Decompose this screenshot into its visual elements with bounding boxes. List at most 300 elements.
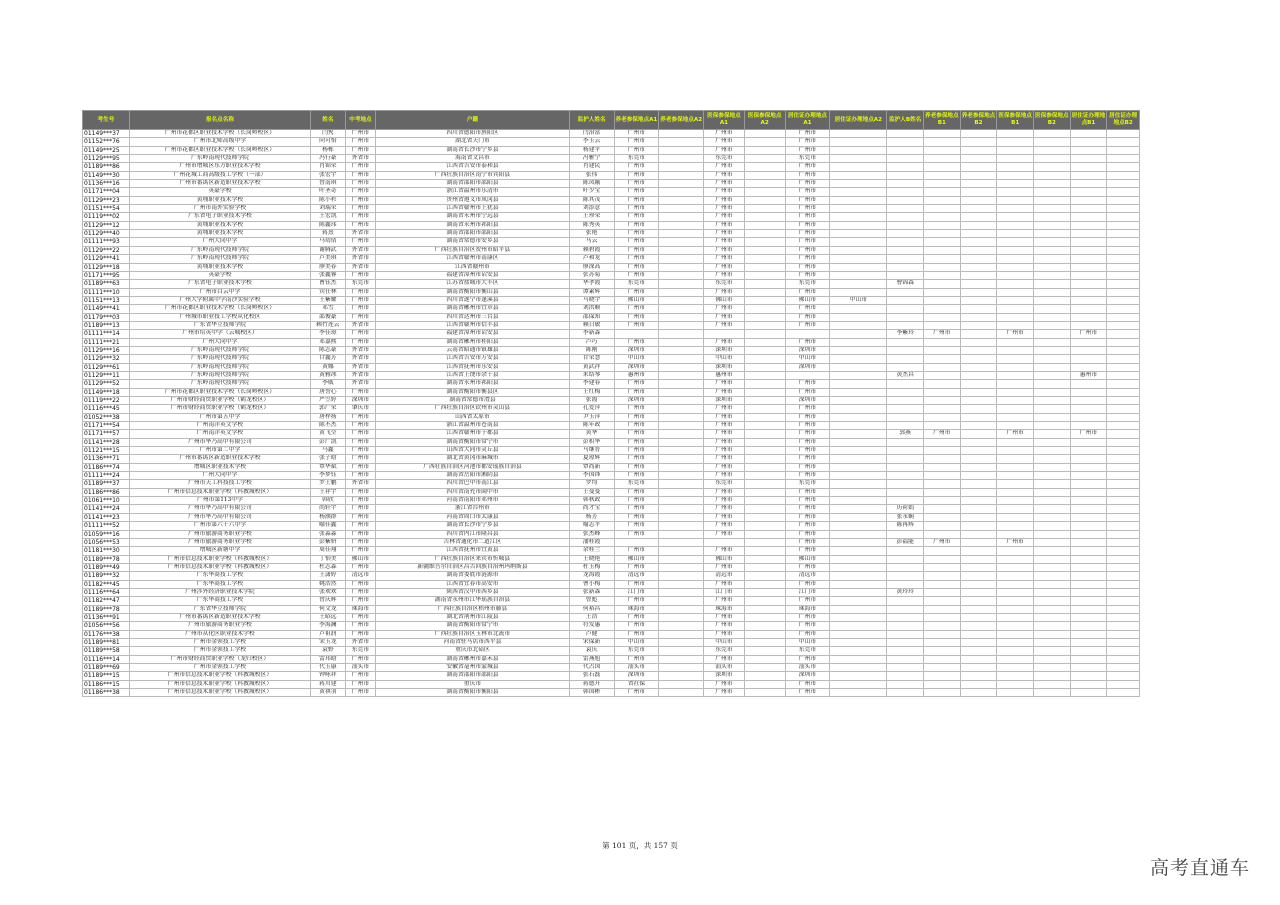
table-cell: 卢祖润 (311, 630, 346, 638)
table-cell (924, 555, 961, 563)
table-cell: 广州市 (345, 288, 376, 296)
table-cell: 湖南省郴州市嘉禾县 (376, 655, 569, 663)
table-cell (744, 538, 785, 546)
table-cell (924, 647, 961, 655)
table-cell: 广州市 (704, 388, 745, 396)
table-cell: 广州市花都区职业技术学校（长岗岭校区） (129, 130, 310, 138)
table-cell: 广州市 (345, 171, 376, 179)
table-row (83, 430, 1140, 438)
table-cell (1107, 630, 1140, 638)
table-cell: 广州市 (345, 163, 376, 171)
table-cell: 外省市 (345, 638, 376, 646)
table-cell (830, 438, 887, 446)
table-cell: 湖北省黄冈市麻城市 (376, 455, 569, 463)
table-cell: 广州市番禺区新造职业技术学校 (129, 613, 310, 621)
table-cell (1033, 622, 1070, 630)
table-cell: 广州市 (345, 138, 376, 146)
table-cell: 广州市 (704, 438, 745, 446)
table-cell: 广州市 (345, 447, 376, 455)
table-cell: 陈鑫玮 (311, 221, 346, 229)
table-cell (924, 196, 961, 204)
table-cell: 广州市 (345, 689, 376, 697)
table-cell: 邓雪 (311, 305, 346, 313)
table-cell (744, 296, 785, 304)
table-cell: 广西壮族自治区玉林市北流市 (376, 630, 569, 638)
table-cell: 广州市 (345, 438, 376, 446)
table-cell: 杨栋 (311, 146, 346, 154)
table-cell (1070, 221, 1107, 229)
column-header: 考生号 (83, 111, 130, 130)
table-cell (1107, 338, 1140, 346)
table-cell: 叶少宝 (569, 188, 614, 196)
table-cell (659, 330, 704, 338)
table-cell: 01176***38 (83, 630, 130, 638)
table-cell: 江西省抚州市乐安县 (376, 363, 569, 371)
table-cell (887, 488, 924, 496)
table-cell: 01129***23 (83, 196, 130, 204)
table-cell (887, 346, 924, 354)
table-cell (744, 630, 785, 638)
table-cell: 张淼淼 (311, 530, 346, 538)
table-cell (830, 505, 887, 513)
table-cell: 广州市 (345, 205, 376, 213)
table-cell: 广州市 (614, 463, 659, 471)
table-cell: 湖南省邵阳市邵阳县 (376, 672, 569, 680)
table-cell: 广州市 (785, 613, 830, 621)
table-cell: 佛山市 (614, 555, 659, 563)
table-cell: 湖南省娄底市涟源市 (376, 572, 569, 580)
table-cell: 广州市天工科技技工学校 (129, 480, 310, 488)
table-cell: 惠州市 (704, 371, 745, 379)
table-cell (960, 572, 997, 580)
table-cell: 01149***41 (83, 305, 130, 313)
table-cell: 陈凤娥 (569, 180, 614, 188)
table-cell: 广州市 (704, 622, 745, 630)
table-cell (744, 613, 785, 621)
table-cell: 海南省文昌市 (376, 155, 569, 163)
table-cell: 王曼曼 (569, 488, 614, 496)
table-cell: 01129***52 (83, 380, 130, 388)
table-cell (659, 655, 704, 663)
table-row (83, 280, 1140, 288)
table-cell: 浙江省温州市苍南县 (376, 422, 569, 430)
table-cell: 01059***16 (83, 530, 130, 538)
table-cell: 湖南省永州市宁远县 (376, 213, 569, 221)
table-cell: 东莞市 (704, 647, 745, 655)
table-cell: 佛山市 (614, 296, 659, 304)
table-cell (830, 238, 887, 246)
table-cell: 01052***38 (83, 413, 130, 421)
table-row (83, 505, 1140, 513)
table-cell (960, 630, 997, 638)
table-cell: 广州市 (614, 522, 659, 530)
table-cell (924, 296, 961, 304)
table-cell: 广州市 (704, 313, 745, 321)
table-cell: 广州市 (345, 563, 376, 571)
table-cell: 广州市 (345, 497, 376, 505)
table-cell (1107, 497, 1140, 505)
table-cell (924, 388, 961, 396)
table-cell: 广东岭南现代技师学院 (129, 380, 310, 388)
table-cell (830, 188, 887, 196)
table-cell: 佛山市 (785, 296, 830, 304)
table-cell (1070, 138, 1107, 146)
table-cell (1070, 447, 1107, 455)
table-cell (1107, 388, 1140, 396)
table-cell: 01189***81 (83, 638, 130, 646)
table-cell (1107, 188, 1140, 196)
table-cell (924, 321, 961, 329)
table-cell: 外省市 (345, 246, 376, 254)
table-cell (1033, 689, 1070, 697)
table-cell (997, 664, 1034, 672)
table-cell: 肖建民 (569, 163, 614, 171)
table-cell (1070, 605, 1107, 613)
table-cell: 四川省遂宁市蓬溪县 (376, 296, 569, 304)
table-cell (1070, 246, 1107, 254)
table-cell: 01129***12 (83, 221, 130, 229)
table-cell: 东莞市 (785, 647, 830, 655)
table-cell: 广州市 (345, 655, 376, 663)
table-cell: 广州市 (614, 597, 659, 605)
table-cell (744, 580, 785, 588)
table-cell: 黄华 (569, 430, 614, 438)
table-row (83, 130, 1140, 138)
table-cell: 广州市 (785, 472, 830, 480)
table-cell: 广州市第二中学 (129, 447, 310, 455)
table-cell (744, 622, 785, 630)
table-cell: 广州市 (704, 630, 745, 638)
table-cell: 广州市 (345, 505, 376, 513)
table-cell: 广州市 (345, 330, 376, 338)
table-cell (659, 605, 704, 613)
column-header: 居住证办理地点A2 (830, 111, 887, 130)
table-cell: 外省市 (345, 355, 376, 363)
table-cell (1033, 171, 1070, 179)
table-cell: 广州市 (614, 163, 659, 171)
table-cell (1033, 563, 1070, 571)
table-cell: 尹玉萍 (569, 413, 614, 421)
table-cell (1107, 330, 1140, 338)
table-cell: 广州市 (997, 538, 1034, 546)
table-cell (1070, 505, 1107, 513)
table-cell (659, 280, 704, 288)
table-cell: 广州市 (1070, 430, 1107, 438)
table-cell (1033, 472, 1070, 480)
table-cell: 广州市 (614, 422, 659, 430)
table-cell: 广州市 (785, 146, 830, 154)
table-cell (887, 555, 924, 563)
table-cell (1033, 513, 1070, 521)
table-cell: 重庆市北碚区 (376, 647, 569, 655)
table-cell (924, 580, 961, 588)
table-row (83, 647, 1140, 655)
table-cell (830, 522, 887, 530)
table-cell: 广州市 (614, 338, 659, 346)
table-cell (960, 288, 997, 296)
table-cell: 山西省大同市灵丘县 (376, 447, 569, 455)
table-cell: 马云 (569, 238, 614, 246)
table-cell (1070, 638, 1107, 646)
table-cell: 深圳市 (785, 346, 830, 354)
table-cell (887, 221, 924, 229)
table-cell: 外省市 (345, 363, 376, 371)
table-cell (1070, 296, 1107, 304)
column-header: 中考地点 (345, 111, 376, 130)
table-cell: 邵保知 (569, 313, 614, 321)
table-cell (614, 538, 659, 546)
table-cell (659, 263, 704, 271)
table-cell (830, 530, 887, 538)
table-cell: 张永娴 (887, 513, 924, 521)
table-cell: 省社保 (614, 680, 659, 688)
table-cell: 广州市 (614, 180, 659, 188)
table-cell: 湖南省郴州市桂阳县 (376, 338, 569, 346)
table-cell: 广州市 (704, 338, 745, 346)
table-cell (744, 497, 785, 505)
table-cell: 赖日敏 (569, 321, 614, 329)
table-cell (960, 547, 997, 555)
table-cell (887, 605, 924, 613)
table-cell (830, 205, 887, 213)
table-cell (1070, 380, 1107, 388)
table-cell (659, 271, 704, 279)
table-cell (1107, 613, 1140, 621)
table-cell: 钟咏祥 (311, 672, 346, 680)
table-cell: 广州市 (614, 488, 659, 496)
table-cell (1070, 255, 1107, 263)
table-cell: 广州市财经商贸职业学校（鹤龙校区） (129, 397, 310, 405)
table-row (83, 438, 1140, 446)
table-cell (997, 438, 1034, 446)
table-cell (960, 522, 997, 530)
table-cell: 广州市 (704, 188, 745, 196)
table-cell: 张子晗 (311, 455, 346, 463)
table-cell: 广州市华乃高中有限公司 (129, 438, 310, 446)
table-cell: 广州市 (785, 689, 830, 697)
table-cell (744, 488, 785, 496)
column-header: 居住证办理地点A1 (785, 111, 830, 130)
table-cell: 01119***02 (83, 213, 130, 221)
table-cell: 张艳 (569, 230, 614, 238)
table-cell: 湖南省衡阳市衡阳县 (376, 689, 569, 697)
table-cell: 何裕昌 (569, 605, 614, 613)
table-cell (997, 388, 1034, 396)
table-cell (744, 188, 785, 196)
table-cell (960, 647, 997, 655)
table-cell (960, 488, 997, 496)
table-cell: 广州市 (785, 188, 830, 196)
table-cell (960, 438, 997, 446)
table-cell: 广州市 (704, 171, 745, 179)
table-cell: 湖南省衡阳市衡山县 (376, 288, 569, 296)
table-cell: 汕头市 (785, 664, 830, 672)
table-cell (1070, 263, 1107, 271)
table-cell (1107, 138, 1140, 146)
table-row (83, 263, 1140, 271)
table-cell (1033, 522, 1070, 530)
table-cell (1070, 321, 1107, 329)
table-cell (659, 580, 704, 588)
table-row (83, 271, 1140, 279)
table-cell: 01189***78 (83, 605, 130, 613)
table-cell (997, 522, 1034, 530)
table-cell (924, 188, 961, 196)
table-cell: 广州市 (704, 655, 745, 663)
table-row (83, 296, 1140, 304)
table-cell (1107, 438, 1140, 446)
table-cell: 浙江省温州市乐清市 (376, 188, 569, 196)
table-cell: 广州市 (345, 513, 376, 521)
table-cell: 01129***16 (83, 346, 130, 354)
table-cell: 01171***54 (83, 422, 130, 430)
table-cell: 赖竹连云 (311, 321, 346, 329)
table-cell: 广州市 (614, 622, 659, 630)
table-cell (997, 613, 1034, 621)
table-cell: 广州市 (345, 305, 376, 313)
table-cell: 深圳市 (785, 363, 830, 371)
table-cell: 01149***18 (83, 388, 130, 396)
table-cell: 广州市 (785, 130, 830, 138)
table-cell (830, 355, 887, 363)
table-cell: 01111***10 (83, 288, 130, 296)
table-cell: 甘荣慧 (569, 355, 614, 363)
table-cell (659, 522, 704, 530)
table-cell: 广州市 (785, 580, 830, 588)
table-cell: 李佳璟 (311, 330, 346, 338)
table-cell: 广州花城工商高级技工学校（一部） (129, 171, 310, 179)
table-cell (1033, 313, 1070, 321)
table-cell (924, 313, 961, 321)
table-cell: 广州市 (704, 196, 745, 204)
table-cell (997, 647, 1034, 655)
table-cell: 黄飞莹 (311, 430, 346, 438)
table-cell (744, 588, 785, 596)
table-cell: 袁野 (311, 647, 346, 655)
table-cell (830, 380, 887, 388)
table-cell: 广州市 (785, 305, 830, 313)
table-cell: 广州市 (785, 205, 830, 213)
table-cell (997, 221, 1034, 229)
table-cell: 广州市 (345, 422, 376, 430)
table-cell (744, 413, 785, 421)
table-row (83, 664, 1140, 672)
table-cell: 广州市 (614, 313, 659, 321)
table-cell (887, 630, 924, 638)
table-cell: 深圳市 (345, 397, 376, 405)
table-cell: 广州市 (345, 680, 376, 688)
table-cell (960, 263, 997, 271)
table-cell (1033, 455, 1070, 463)
table-cell: 广州市旅游商务职业学校 (129, 530, 310, 538)
table-cell (924, 280, 961, 288)
table-cell (744, 238, 785, 246)
table-cell (960, 271, 997, 279)
table-cell: 彭紫妍 (311, 538, 346, 546)
table-cell: 江门市 (614, 588, 659, 596)
table-cell: 张宏宇 (311, 171, 346, 179)
table-cell (887, 288, 924, 296)
table-cell (887, 463, 924, 471)
table-cell: 四川省达州市三台县 (376, 313, 569, 321)
table-cell: 彭福能 (887, 538, 924, 546)
table-cell: 广州市 (785, 513, 830, 521)
table-cell (1070, 630, 1107, 638)
table-cell: 曹锦森 (887, 280, 924, 288)
table-cell: 广州市 (785, 505, 830, 513)
table-cell (659, 246, 704, 254)
table-cell (924, 338, 961, 346)
table-cell: 深圳市 (704, 346, 745, 354)
table-cell: 中山市 (785, 355, 830, 363)
table-cell: 东莞市 (614, 647, 659, 655)
table-cell: 广州市 (614, 472, 659, 480)
table-cell (1070, 580, 1107, 588)
table-cell (887, 638, 924, 646)
table-cell: 曾庆辉 (311, 597, 346, 605)
table-cell (997, 497, 1034, 505)
table-cell: 广州市 (345, 430, 376, 438)
table-cell: 广州市 (704, 163, 745, 171)
table-cell: 雷燕旭 (569, 655, 614, 663)
column-header: 姓名 (311, 111, 346, 130)
table-cell: 江西省赣州市 (376, 263, 569, 271)
column-header: 监护人姓名 (569, 111, 614, 130)
table-cell (1107, 689, 1140, 697)
table-cell: 湖南省永州市祁阳县 (376, 380, 569, 388)
table-cell: 广州市 (704, 130, 745, 138)
table-cell (960, 196, 997, 204)
table-cell (887, 447, 924, 455)
table-cell: 外省市 (345, 346, 376, 354)
table-cell (960, 313, 997, 321)
table-cell (1070, 622, 1107, 630)
table-cell (997, 271, 1034, 279)
table-cell: 01152***76 (83, 138, 130, 146)
table-cell (1070, 313, 1107, 321)
table-cell: 周佳翔 (311, 547, 346, 555)
table-cell (960, 380, 997, 388)
table-cell (960, 188, 997, 196)
table-cell (924, 463, 961, 471)
table-cell: 01189***49 (83, 563, 130, 571)
table-cell: 丁怡美 (311, 555, 346, 563)
table-cell: 广州市 (924, 430, 961, 438)
column-header: 医保参保地点A2 (744, 111, 785, 130)
table-cell (659, 472, 704, 480)
table-cell (1070, 572, 1107, 580)
table-cell: 广东华商技工学校 (129, 572, 310, 580)
table-cell: 广州市 (785, 238, 830, 246)
table-cell (997, 655, 1034, 663)
watermark-text: 高考直通车 (1149, 857, 1250, 879)
table-cell (830, 597, 887, 605)
table-cell: 广州市 (614, 413, 659, 421)
table-cell (960, 672, 997, 680)
table-row (83, 538, 1140, 546)
table-cell (659, 547, 704, 555)
table-cell: 广州市 (614, 188, 659, 196)
table-cell (887, 171, 924, 179)
table-row (83, 321, 1140, 329)
table-cell (659, 455, 704, 463)
table-cell: 深圳市 (785, 397, 830, 405)
table-cell (744, 555, 785, 563)
table-cell: 01186***86 (83, 488, 130, 496)
table-cell (659, 397, 704, 405)
table-cell (997, 296, 1034, 304)
table-cell (744, 472, 785, 480)
